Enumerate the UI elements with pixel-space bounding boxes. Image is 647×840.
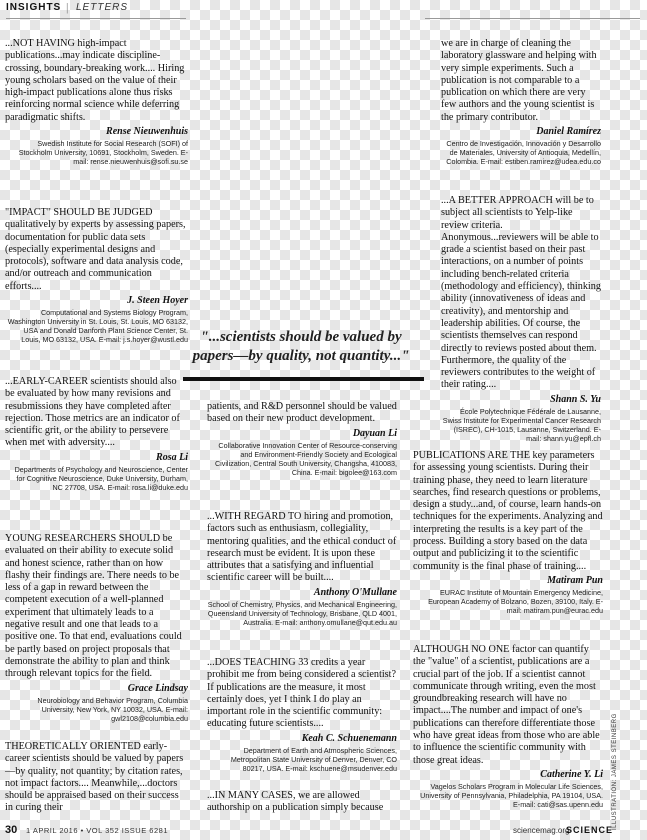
illustration-credit-text: ILLUSTRATION: JAMES STEINBERG (612, 713, 618, 830)
letter-body: ...EARLY-CAREER scientists should also be evaluated by how many revisions and resubmissions they have completed after rejection. Those metrics are an indicator of scientific grit, or the ability to persevere when met with adversity.... (5, 376, 180, 449)
section-header (6, 0, 186, 22)
letter-catherine-li (413, 644, 603, 809)
journal-name: SCIENCE (566, 825, 614, 835)
section-label: INSIGHTS (6, 2, 62, 13)
letter-body: we are in charge of cleaning the laboratory glassware and helping with very simple experiments. Such a publication is not comparable to a publication on which there are very few authors and the young scientist is the primary contributor. (441, 38, 597, 123)
letter-in-many-cases (207, 790, 397, 815)
letter-author: Shann S. Yu (550, 393, 601, 405)
letter-author: Rense Nieuwenhuis (106, 126, 188, 138)
letter-author: J. Steen Hoyer (127, 295, 188, 307)
letter-body: ...WITH REGARD TO hiring and promotion, factors such as enthusiasm, collegiality, mentoring qualities, and the ethical conduct of research must be evident. It is upon these attributes that a satisfying and influential scientific career will be built.... (207, 511, 397, 584)
letter-affiliation: École Polytechnique Fédérale de Lausanne, Swiss Institute for Experimental Cancer Research (ISREC), CH-1015, Lausanne, Switzerland. E-mail: shann.yu@epfl.ch (442, 406, 601, 443)
site-link[interactable]: sciencemag.org (513, 826, 570, 835)
letter-body: ...DOES TEACHING 33 credits a year prohibit me from being considered a scientist? If publications are the measure, it most certainly does, yet I think I do play an important role in the scientific community: educating future scientists.... (207, 657, 396, 730)
letter-author: Catherine Y. Li (540, 768, 603, 780)
header-rule-right (425, 18, 640, 19)
letter-affiliation: Collaborative Innovation Center of Resource-conserving and Environment-Friendly Society and Ecological Civilization, Central South University, Changsha, 410083, China. E-mail: bigolee@163.com (214, 440, 397, 477)
pull-quote: "...scientists should be valued by papers—by quality, not quantity..." (192, 329, 410, 364)
letter-rosa-li (5, 376, 188, 492)
letter-affiliation: Computational and Systems Biology Program, Washington University in St. Louis, St. Louis, MO 63132, USA and Donald Danforth Plant Science Center, St. Louis, MO 63132, USA. E-mail: j.s.hoyer@wustl.edu (7, 308, 188, 345)
header-rule (6, 18, 186, 19)
letter-author: Keah C. Schuenemann (301, 732, 397, 744)
letter-affiliation: Vagelos Scholars Program in Molecular Life Sciences, University of Pennsylvania, Philadelphia, PA 19104, USA. E-mail: cati@sas.upenn.edu (420, 781, 603, 809)
letter-body: ...A BETTER APPROACH will be to subject all scientists to Yelp-like review criteria. Anonymous...reviewers will be able to grade a scientist based on their past interactions, on a number of points including bench-related criteria (methodology and efficiency), thinking ability (innovativeness of ideas and creativity), and mentorship and leadership abilities. Of course, the scientists themselves can respond directly to reviews posted about them. Furthermore, the quality of the reviewers contributes to the weight of their rating.... (441, 195, 601, 391)
letter-body: ...IN MANY CASES, we are allowed authorship on a publication simply because (207, 790, 384, 814)
letter-affiliation: Neurobiology and Behavior Program, Columbia University, New York, NY 10032, USA. E-mail: gwl2108@columbia.edu (37, 695, 188, 723)
letter-author: Anthony O'Mullane (313, 586, 397, 598)
header-separator: | (66, 0, 69, 14)
pull-quote-rule (183, 377, 424, 381)
letter-ramirez (441, 38, 601, 166)
letter-affiliation: Department of Earth and Atmospheric Sciences, Metropolitan State University of Denver, Denver, CO 80217, USA. E-mail: kschuene@msudenver.edu (230, 745, 397, 773)
issue-info: 1 APRIL 2016 • VOL 352 ISSUE 6281 (26, 826, 168, 835)
letter-nieuwenhuis (5, 38, 188, 166)
letter-affiliation: School of Chemistry, Physics, and Mechanical Engineering, Queensland University of Technology, Brisbane, QLD 4001, Australia. E-mail: anthony.omullane@qut.edu.au (207, 599, 397, 627)
subsection-label: LETTERS (76, 2, 129, 13)
letter-affiliation: Centro de Investigación, Innovación y Desarrollo de Materiales, University of Antioquia, Medellín, Colombia. E-mail: estiben.ramirez@udea.edu.co (446, 139, 601, 167)
letter-lindsay (5, 533, 188, 723)
page-footer (0, 822, 647, 840)
letter-author: Matiram Pun (547, 574, 603, 586)
letter-author: Daniel Ramírez (536, 126, 601, 138)
letter-body: "IMPACT" SHOULD BE JUDGED qualitatively by experts by assessing papers, documentation for public data sets (especially experimental designs and protocols), software and data analysis code, and/or outreach and communication efforts.... (5, 207, 186, 292)
letter-schuenemann (207, 657, 397, 773)
letter-yu (441, 195, 601, 443)
letter-author: Rosa Li (156, 451, 188, 463)
letter-author: Grace Lindsay (127, 682, 188, 694)
letter-affiliation: Departments of Psychology and Neuroscience, Center for Cognitive Neuroscience, Duke University, Durham, NC 27708, USA. E-mail: rosa.li@duke.edu (14, 464, 188, 492)
letter-body: PUBLICATIONS ARE THE key parameters for assessing young scientists. During their training phase, they need to learn literature searches, find research questions or problems, design a study...and, of course, learn hands-on techniques for the experiments. Analyzing and interpreting the results is a key part of the process. Building a story based on the data output and publicizing it to the scientific community is the final phase of training.... (413, 450, 603, 572)
letter-body: ALTHOUGH NO ONE factor can quantify the "value" of a scientist, publications are a crucial part of the job. If a scientist cannot communicate through writing, even the most groundbreaking research will have no impact....The number and impact of one's publications can therefore differentiate those who have great ideas from those who are able to influence the scientific community with those great ideas. (413, 644, 600, 766)
letter-dayuan-li (207, 401, 397, 477)
letter-theoretically-oriented (5, 741, 188, 815)
letter-body: patients, and R&D personnel should be valued based on their new product development. (207, 401, 397, 425)
letter-pun (413, 450, 603, 615)
illustration-credit (612, 700, 622, 830)
letter-author: Dayuan Li (352, 427, 397, 439)
letter-hoyer (5, 207, 188, 344)
letter-affiliation: EURAC Institute of Mountain Emergency Medicine, European Academy of Bolzano, Bozen, 39100, Italy. E-mail: matiram.pun@eurac.edu (428, 587, 603, 615)
letter-affiliation: Swedish Institute for Social Research (SOFI) of Stockholm University, 10691, Stockholm, Sweden. E-mail: rense.nieuwenhuis@sofi.su.se (18, 139, 188, 167)
letter-body: THEORETICALLY ORIENTED early-career scientists should be valued by papers—by quality, not quantity; by citation rates, not impact factors.... Meanwhile,...doctors should be appraised based on their success in curing their (5, 741, 184, 814)
letter-body: YOUNG RESEARCHERS SHOULD be evaluated on their ability to execute solid and honest science, rather than on how flashy their findings are. There needs to be less of a gap in reward between the competent execution of a well-planned experiment that ultimately leads to a negative result and one that leads to a positive one. To that end, evaluations could be partly based on project proposals that demonstrate the ability to plan and think through relevant topics for the field. (5, 533, 182, 680)
page-number: 30 (5, 824, 18, 836)
letter-body: ...NOT HAVING high-impact publications...may indicate discipline-crossing, boundary-breaking work.... Hiring young scholars based on the value of their high-impact publications alone thus risks reinforcing normal science while deferring paradigmatic shifts. (5, 38, 185, 123)
letter-omullane (207, 511, 397, 627)
